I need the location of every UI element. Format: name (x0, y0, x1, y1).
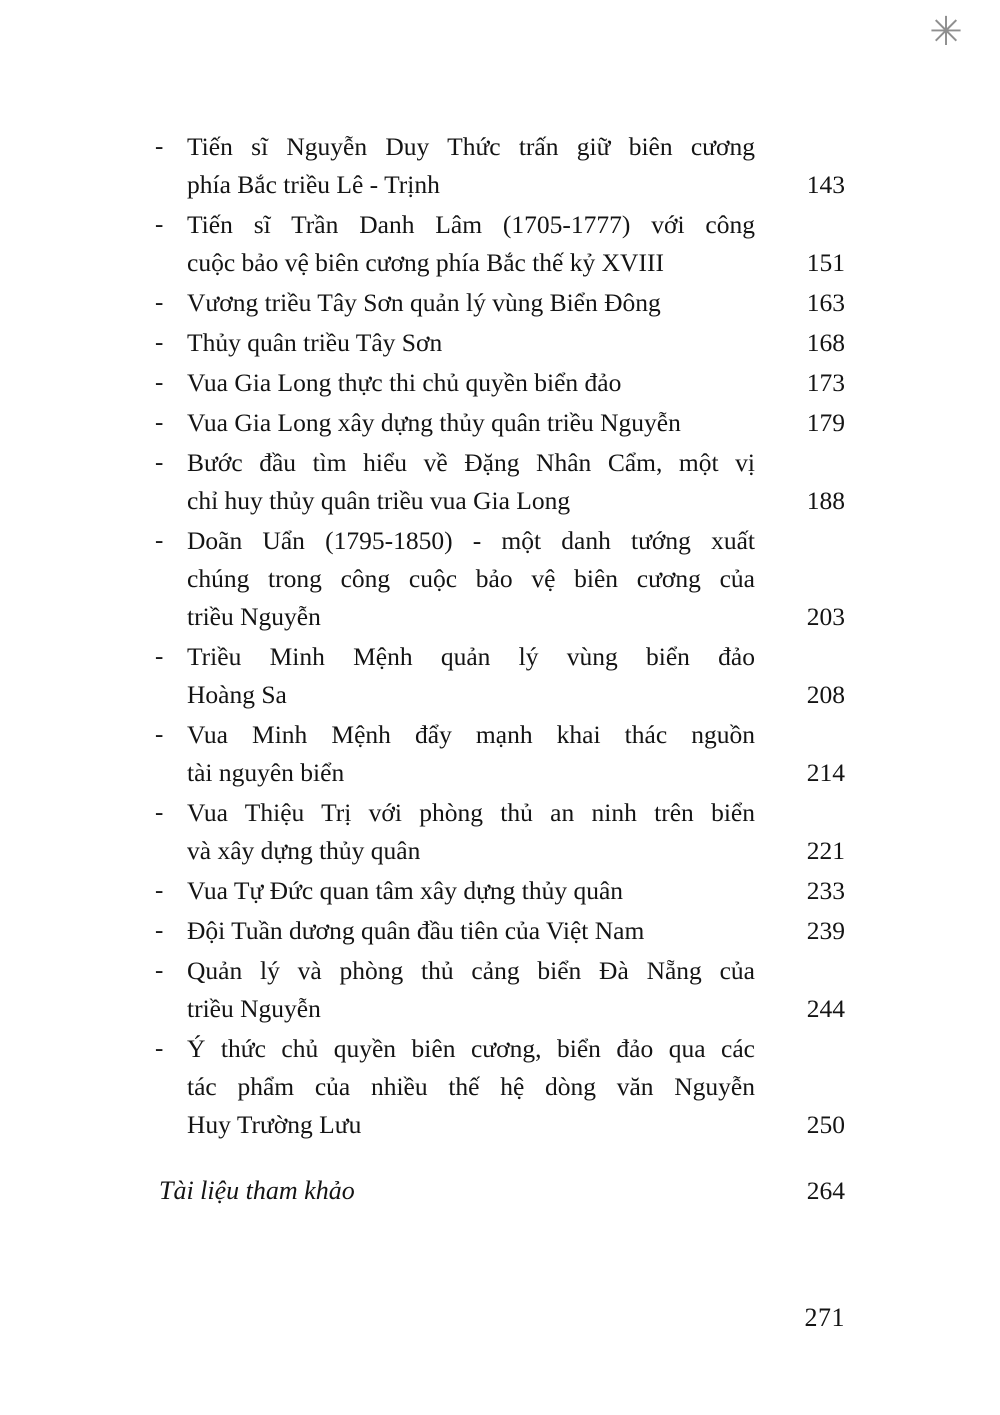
toc-entry-line: phía Bắc triều Lê - Trịnh (187, 170, 440, 199)
toc-entry-bullet: - (155, 449, 164, 476)
table-of-contents (155, 128, 845, 1210)
toc-entry-title (187, 404, 773, 442)
toc-entry-bullet: - (155, 643, 164, 670)
toc-entry-line: chúng trong công cuộc bảo vệ biên cương của (187, 564, 755, 593)
toc-entry-title (187, 794, 773, 870)
toc-entry[interactable] (155, 206, 845, 282)
toc-entry-page-number: 221 (806, 836, 845, 865)
toc-entry[interactable] (155, 638, 845, 714)
toc-entry-title (187, 1030, 773, 1144)
toc-entry[interactable] (155, 324, 845, 362)
toc-entry-bullet: - (155, 799, 164, 826)
toc-entry-page-number: 188 (806, 486, 845, 515)
toc-entry[interactable] (155, 794, 845, 870)
toc-entry-line: Vua Thiệu Trị với phòng thủ an ninh trên biển (187, 798, 755, 827)
toc-entry-page-number: 203 (806, 602, 845, 631)
toc-entry-title (187, 284, 773, 322)
references-page-number: 264 (806, 1176, 845, 1205)
toc-entry-line: Tiến sĩ Nguyễn Duy Thức trấn giữ biên cương (187, 132, 755, 161)
toc-entry-bullet: - (155, 329, 164, 356)
toc-entry-line: Vương triều Tây Sơn quản lý vùng Biển Đông (187, 288, 661, 317)
toc-entry-title (187, 324, 773, 362)
toc-entry-page-number: 168 (806, 328, 845, 357)
toc-entry-page-number: 208 (806, 680, 845, 709)
toc-entry-line: Huy Trường Lưu (187, 1110, 362, 1139)
toc-entry-page-number: 163 (806, 288, 845, 317)
toc-entry-title (187, 206, 773, 282)
toc-entry-page-number: 250 (806, 1110, 845, 1139)
toc-entry-bullet: - (155, 211, 164, 238)
toc-entry-line: triều Nguyễn (187, 602, 321, 631)
toc-entry[interactable] (155, 952, 845, 1028)
toc-entry-line: Doãn Uẩn (1795-1850) - một danh tướng xuất (187, 526, 755, 555)
toc-entry-line: Ý thức chủ quyền biên cương, biển đảo qua các (187, 1034, 755, 1063)
toc-entry[interactable] (155, 1030, 845, 1144)
toc-entry-line: Vua Tự Đức quan tâm xây dựng thủy quân (187, 876, 624, 905)
toc-entry-title (187, 638, 773, 714)
toc-entry-line: Vua Gia Long thực thi chủ quyền biển đảo (187, 368, 622, 397)
toc-entry-line: và xây dựng thủy quân (187, 836, 421, 865)
toc-entry-line: Đội Tuần dương quân đầu tiên của Việt Nam (187, 916, 645, 945)
toc-entry-bullet: - (155, 1035, 164, 1062)
toc-entry[interactable] (155, 284, 845, 322)
toc-entry[interactable] (155, 912, 845, 950)
toc-entry-page-number: 179 (806, 408, 845, 437)
toc-entry-bullet: - (155, 409, 164, 436)
asterisk-ornament-icon: ✳ (929, 9, 963, 54)
toc-entry-line: Hoàng Sa (187, 680, 287, 709)
toc-entry-title (187, 912, 773, 950)
toc-entry-line: chỉ huy thủy quân triều vua Gia Long (187, 486, 571, 515)
page-folio-number: 271 (804, 1303, 845, 1332)
toc-entry-title (187, 522, 773, 636)
toc-entry[interactable] (155, 872, 845, 910)
toc-entry-page-number: 151 (806, 248, 845, 277)
toc-entry-line: tác phẩm của nhiều thế hệ dòng văn Nguyễn (187, 1072, 755, 1101)
toc-entry-title (187, 128, 773, 204)
toc-entry-bullet: - (155, 289, 164, 316)
toc-entry-line: Thủy quân triều Tây Sơn (187, 328, 443, 357)
references-label: Tài liệu tham khảo (159, 1176, 355, 1205)
toc-entry[interactable] (155, 364, 845, 402)
toc-entry-title (187, 716, 773, 792)
toc-entry-title (187, 444, 773, 520)
toc-entry-line: tài nguyên biển (187, 758, 345, 787)
toc-entry-page-number: 214 (806, 758, 845, 787)
toc-entry-page-number: 239 (806, 916, 845, 945)
toc-entry[interactable] (155, 404, 845, 442)
toc-entry-line: Vua Gia Long xây dựng thủy quân triều Nguyễn (187, 408, 681, 437)
toc-entry-page-number: 173 (806, 368, 845, 397)
toc-entry-bullet: - (155, 369, 164, 396)
toc-entry-bullet: - (155, 917, 164, 944)
toc-entry-bullet: - (155, 527, 164, 554)
toc-entry-bullet: - (155, 877, 164, 904)
toc-entry-line: triều Nguyễn (187, 994, 321, 1023)
toc-entry-title (187, 364, 773, 402)
toc-entry-line: Tiến sĩ Trần Danh Lâm (1705-1777) với công (187, 210, 755, 239)
toc-entry-bullet: - (155, 133, 164, 160)
toc-entry[interactable] (155, 522, 845, 636)
toc-entry-title (187, 872, 773, 910)
toc-entry-line: Triều Minh Mệnh quản lý vùng biển đảo (187, 642, 755, 671)
toc-entry-page-number: 233 (806, 876, 845, 905)
toc-entry-line: Vua Minh Mệnh đẩy mạnh khai thác nguồn (187, 720, 755, 749)
toc-entry[interactable] (155, 716, 845, 792)
toc-entry-page-number: 143 (806, 170, 845, 199)
toc-entry-title (187, 952, 773, 1028)
toc-entry-line: cuộc bảo vệ biên cương phía Bắc thế kỷ XVIII (187, 248, 664, 277)
toc-entry-line: Bước đầu tìm hiểu về Đặng Nhân Cẩm, một vị (187, 448, 755, 477)
toc-entry[interactable] (155, 444, 845, 520)
toc-entry-line: Quản lý và phòng thủ cảng biển Đà Nẵng của (187, 956, 755, 985)
toc-entry-bullet: - (155, 721, 164, 748)
references-entry[interactable] (155, 1172, 845, 1210)
toc-entry-page-number: 244 (806, 994, 845, 1023)
toc-entry[interactable] (155, 128, 845, 204)
toc-entry-bullet: - (155, 957, 164, 984)
